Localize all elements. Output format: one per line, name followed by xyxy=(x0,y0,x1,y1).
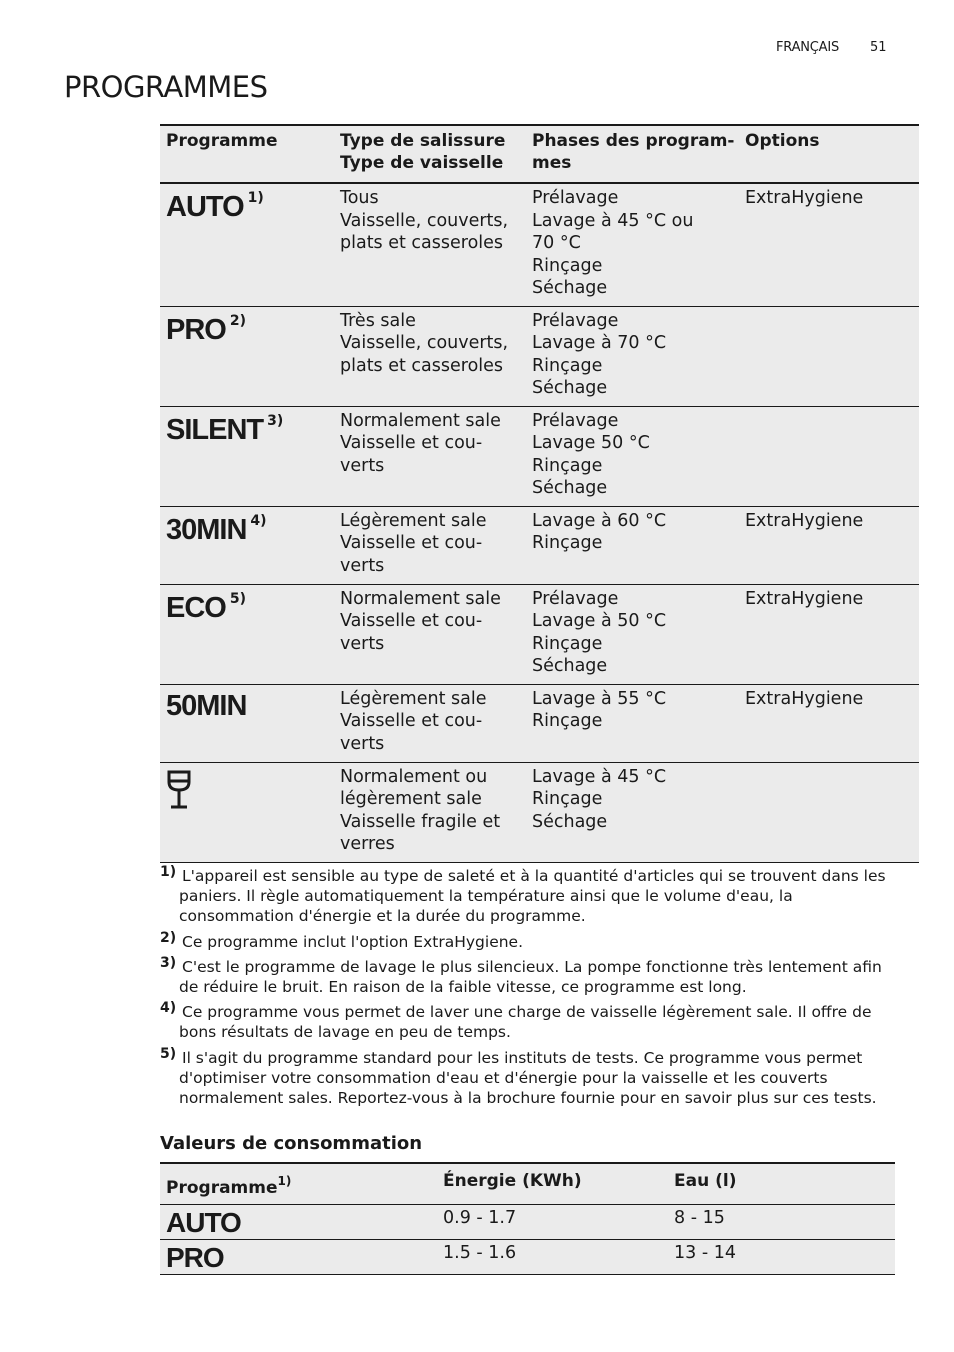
salissure-cell xyxy=(334,506,526,584)
programme-name: ECO xyxy=(166,591,226,624)
column-header-programme: Programme xyxy=(160,125,334,183)
column-header-programme-label: Programme xyxy=(166,1178,278,1198)
cell-line: Légèrement sale xyxy=(340,510,487,531)
cell-line: Rinçage xyxy=(532,355,603,376)
cell-line: Prélavage xyxy=(532,588,619,609)
footnote-ref: 1) xyxy=(277,1174,292,1188)
table-row xyxy=(160,306,919,406)
cell-line: Vaisselle, couverts, xyxy=(340,333,509,353)
footnote-text: Ce programme inclut l'option ExtraHygiene. xyxy=(182,932,524,951)
footnote-ref: 3) xyxy=(267,412,284,429)
footnote-label: 2) xyxy=(160,929,177,946)
cell-line: Vaisselle et cou- xyxy=(340,533,483,553)
cell-line: Normalement sale xyxy=(340,588,501,609)
programme-cell xyxy=(160,406,334,506)
column-header-options: Options xyxy=(739,125,919,183)
salissure-cell xyxy=(334,762,526,862)
phases-cell xyxy=(526,684,739,762)
column-header-energy: Énergie (KWh) xyxy=(437,1163,668,1205)
cell-line: Très sale xyxy=(340,310,416,331)
table-row xyxy=(160,684,919,762)
cell-line: Normalement sale xyxy=(340,410,501,431)
cell-line: Vaisselle et cou- xyxy=(340,433,483,453)
programme-name: AUTO xyxy=(166,1207,241,1238)
cell-line: Type de vaisselle xyxy=(340,153,504,173)
energy-cell: 1.5 - 1.6 xyxy=(437,1240,668,1275)
page-number: 51 xyxy=(870,40,887,55)
cell-line: Tous xyxy=(340,188,379,208)
header-language: FRANÇAIS xyxy=(776,40,840,55)
cell-line: Prélavage xyxy=(532,188,619,208)
cell-line: Vaisselle fragile et xyxy=(340,811,501,832)
footnote-ref: 5) xyxy=(229,590,246,607)
cell-line: Séchage xyxy=(532,478,608,498)
salissure-cell xyxy=(334,584,526,684)
salissure-cell xyxy=(334,406,526,506)
table-header-row xyxy=(160,1163,895,1205)
cell-line: Prélavage xyxy=(532,410,619,431)
footnote-label: 1) xyxy=(160,864,177,880)
cell-line: verts xyxy=(340,455,385,476)
cell-line: Séchage xyxy=(532,278,608,298)
page-title: PROGRAMMES xyxy=(64,70,268,104)
cell-line: Séchage xyxy=(532,378,608,398)
phases-cell xyxy=(526,306,739,406)
wine-glass-icon xyxy=(166,770,192,817)
cell-line: Vaisselle et cou- xyxy=(340,611,483,631)
cell-line: Phases des program- xyxy=(532,131,735,151)
programme-cell xyxy=(160,584,334,684)
table-row xyxy=(160,1205,895,1240)
table-row xyxy=(160,584,919,684)
consumption-subtitle: Valeurs de consommation xyxy=(160,1133,423,1154)
programme-cell xyxy=(160,1240,437,1275)
programme-cell xyxy=(160,684,334,762)
cell-line: Vaisselle et cou- xyxy=(340,711,483,731)
table-row xyxy=(160,183,919,306)
table-header-row xyxy=(160,125,919,183)
footnote xyxy=(160,1045,890,1109)
options-cell: ExtraHygiene xyxy=(739,684,919,762)
salissure-cell xyxy=(334,306,526,406)
phases-cell xyxy=(526,183,739,306)
programme-name: AUTO xyxy=(166,191,244,223)
cell-line: Lavage à 45 °C xyxy=(532,766,667,787)
table-row xyxy=(160,1240,895,1275)
cell-line: Prélavage xyxy=(532,310,619,331)
cell-line: Lavage à 70 °C xyxy=(532,333,667,353)
cell-line: plats et casseroles xyxy=(340,233,504,253)
energy-cell: 0.9 - 1.7 xyxy=(437,1205,668,1240)
cell-line: Vaisselle, couverts, xyxy=(340,210,509,231)
options-cell: ExtraHygiene xyxy=(739,183,919,306)
cell-line: Lavage 50 °C xyxy=(532,433,650,453)
table-row xyxy=(160,506,919,584)
programme-name: PRO xyxy=(166,1242,224,1273)
salissure-cell xyxy=(334,684,526,762)
phases-cell xyxy=(526,506,739,584)
cell-line: Lavage à 60 °C xyxy=(532,510,667,531)
programme-cell xyxy=(160,1205,437,1240)
options-cell xyxy=(739,406,919,506)
cell-line: mes xyxy=(532,153,572,173)
footnote-label: 3) xyxy=(160,954,177,971)
footnote xyxy=(160,929,890,952)
cell-line: 70 °C xyxy=(532,233,581,253)
column-header-salissure xyxy=(334,125,526,183)
footnotes xyxy=(160,866,890,1113)
cell-line: Lavage à 55 °C xyxy=(532,688,667,709)
table-row xyxy=(160,406,919,506)
footnote-text: Il s'agit du programme standard pour les instituts de tests. Ce programme vous permet d'optimiser votre consommation d'eau et d'énergie pour la vaisselle et les couverts normalement sales. Reportez-vous à la brochure fournie pour en savoir plus sur ces tests. xyxy=(179,1048,877,1108)
programme-cell xyxy=(160,506,334,584)
cell-line: verres xyxy=(340,834,395,854)
cell-line: Type de salissure xyxy=(340,131,506,151)
cell-line: Séchage xyxy=(532,811,608,832)
footnote-ref: 4) xyxy=(250,512,267,529)
cell-line: Normalement ou xyxy=(340,766,488,787)
cell-line: Rinçage xyxy=(532,633,603,654)
cell-line: plats et casseroles xyxy=(340,355,504,376)
consumption-table xyxy=(160,1162,895,1275)
salissure-cell xyxy=(334,183,526,306)
programmes-table xyxy=(160,124,919,863)
programme-cell xyxy=(160,762,334,862)
cell-line: Rinçage xyxy=(532,455,603,476)
footnote-text: C'est le programme de lavage le plus silencieux. La pompe fonctionne très lentement afin de réduire le bruit. En raison de la faible vitesse, ce programme est long. xyxy=(179,957,882,997)
programme-name: SILENT xyxy=(166,413,264,446)
programme-name: 50MIN xyxy=(166,689,247,722)
phases-cell xyxy=(526,762,739,862)
cell-line: Rinçage xyxy=(532,255,603,276)
cell-line: Rinçage xyxy=(532,789,603,809)
footnote-ref: 1) xyxy=(247,190,264,206)
column-header-programme xyxy=(160,1163,437,1205)
cell-line: Légèrement sale xyxy=(340,688,487,709)
cell-line: Rinçage xyxy=(532,533,603,553)
options-cell xyxy=(739,762,919,862)
footnote xyxy=(160,1002,890,1042)
options-cell: ExtraHygiene xyxy=(739,584,919,684)
cell-line: verts xyxy=(340,733,385,754)
programme-cell xyxy=(160,306,334,406)
column-header-water: Eau (l) xyxy=(668,1163,895,1205)
footnote xyxy=(160,866,890,927)
footnote-label: 4) xyxy=(160,1000,177,1017)
cell-line: Lavage à 50 °C xyxy=(532,611,667,631)
programme-cell xyxy=(160,183,334,306)
water-cell: 8 - 15 xyxy=(668,1205,895,1240)
phases-cell xyxy=(526,584,739,684)
footnote xyxy=(160,954,890,997)
footnote-text: Ce programme vous permet de laver une charge de vaisselle légèrement sale. Il offre de bons résultats de lavage en peu de temps. xyxy=(179,1003,872,1042)
programme-name: 30MIN xyxy=(166,513,247,546)
programme-name: PRO xyxy=(166,313,226,346)
cell-line: Séchage xyxy=(532,656,608,676)
cell-line: verts xyxy=(340,555,385,576)
cell-line: verts xyxy=(340,633,385,654)
footnote-label: 5) xyxy=(160,1045,177,1062)
table-row xyxy=(160,762,919,862)
cell-line: légèrement sale xyxy=(340,789,482,809)
phases-cell xyxy=(526,406,739,506)
options-cell: ExtraHygiene xyxy=(739,506,919,584)
water-cell: 13 - 14 xyxy=(668,1240,895,1275)
column-header-phases xyxy=(526,125,739,183)
footnote-ref: 2) xyxy=(229,312,246,329)
cell-line: Rinçage xyxy=(532,711,603,731)
options-cell xyxy=(739,306,919,406)
footnote-text: L'appareil est sensible au type de saleté et à la quantité d'articles qui se trouvent dans les paniers. Il règle automatiquement la température ainsi que le volume d'eau, la consommation d'énergie et la durée du programme. xyxy=(179,867,886,926)
cell-line: Lavage à 45 °C ou xyxy=(532,210,694,231)
